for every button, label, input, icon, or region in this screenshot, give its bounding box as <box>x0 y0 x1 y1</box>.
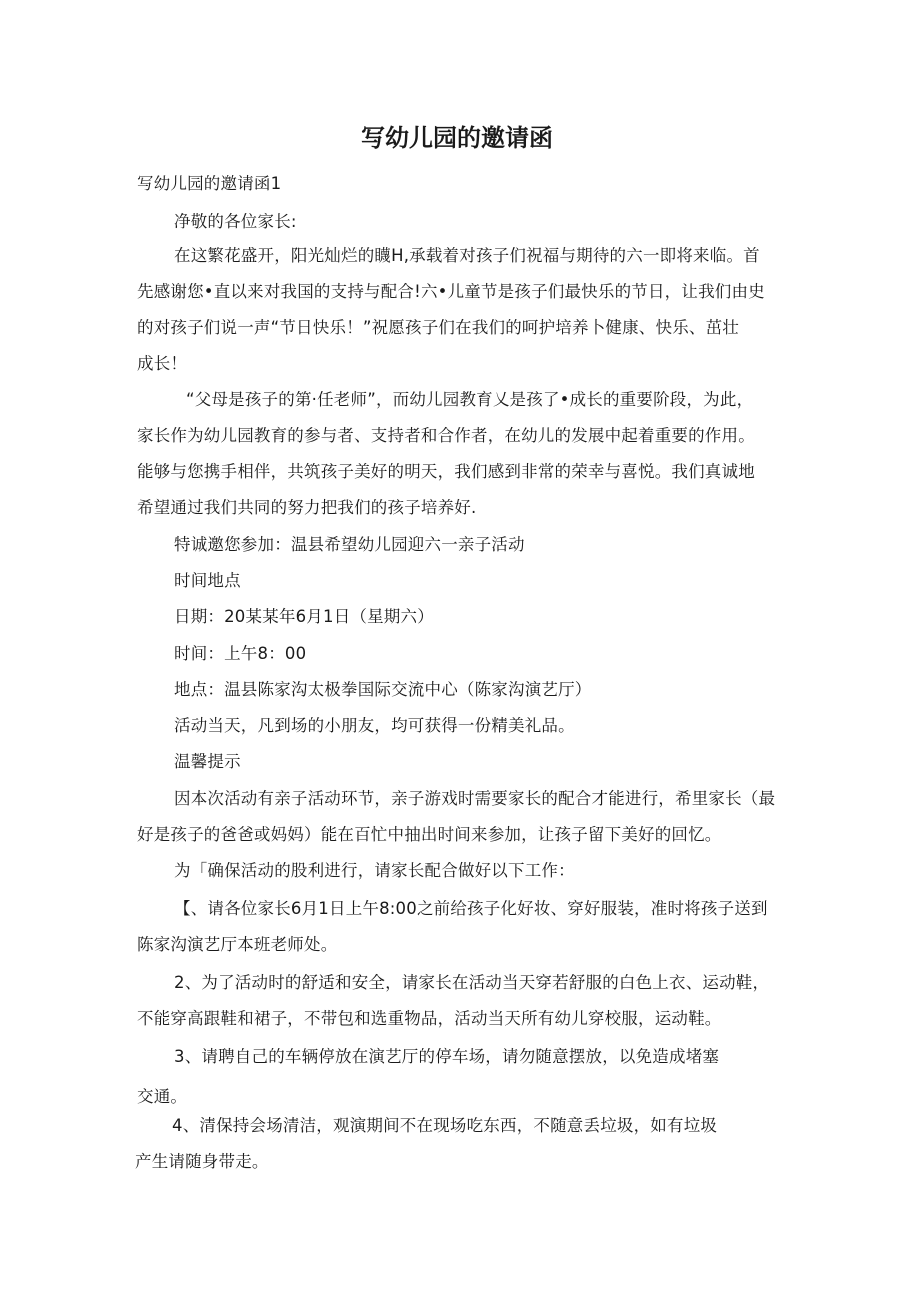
time-line: 时间：上午8：00 <box>174 644 307 663</box>
paragraph-line: 先感谢您•直以来对我国的支持与配合!六•儿童节是孩子们最快乐的节日，让我们由史 <box>137 282 765 301</box>
section-heading: 时间地点 <box>174 571 241 590</box>
paragraph-line: 希望通过我们共同的努力把我们的孩子培养好. <box>137 498 477 517</box>
list-item: 交通。 <box>137 1087 188 1106</box>
section-heading: 温馨提示 <box>174 752 241 771</box>
list-item: 3、请聘自己的车辆停放在演艺厅的停车场，请勿随意摆放，以免造成堵塞 <box>174 1047 720 1066</box>
paragraph-line: 为「确保活动的股利进行，请家长配合做好以下工作： <box>174 861 575 880</box>
salutation: 净敬的各位家长: <box>174 212 297 231</box>
paragraph-line: “父母是孩子的第·任老师”，而幼儿园教育乂是孩了•成长的重要阶段，为此， <box>186 390 754 409</box>
document-subtitle: 写幼儿园的邀请函1 <box>137 174 282 193</box>
location-line: 地点：温县陈家沟太极拳国际交流中心（陈家沟演艺厅） <box>174 680 592 699</box>
list-item: 不能穿高跟鞋和裙子，不带包和选重物品，活动当天所有幼儿穿校服，运动鞋。 <box>137 1009 722 1028</box>
paragraph-line: 成长！ <box>137 354 188 373</box>
list-item: 4、清保持会场清洁，观演期间不在现场吃东西，不随意丢垃圾，如有垃圾 <box>172 1116 718 1135</box>
invitation-line: 特诚邀您参加：温县希望幼儿园迎六一亲子活动 <box>174 535 525 554</box>
paragraph-line: 的对孩子们说一声“节日快乐！”祝愿孩子们在我们的呵护培养卜健康、快乐、茁壮 <box>137 318 739 337</box>
list-item: 2、为了活动时的舒适和安全，请家长在活动当天穿若舒服的白色上衣、运动鞋， <box>174 973 770 992</box>
gift-line: 活动当天，凡到场的小朋友，均可获得一份精美礼品。 <box>174 716 575 735</box>
paragraph-line: 家长作为幼儿园教育的参与者、支持者和合作者，在幼儿的发展中起着重要的作用。 <box>137 426 755 445</box>
list-item: 产生请随身带走。 <box>135 1152 269 1171</box>
paragraph-line: 能够与您携手相伴，共筑孩子美好的明天，我们感到非常的荣幸与喜悦。我们真诚地 <box>137 462 755 481</box>
paragraph-line: 因本次活动有亲子活动环节，亲子游戏时需要家长的配合才能进行，希里家长（最 <box>174 789 776 808</box>
document-title: 写幼儿园的邀请函 <box>361 124 553 152</box>
date-line: 日期：20某某年6月1日（星期六） <box>174 607 434 626</box>
paragraph-line: 在这繁花盛开，阳光灿烂的䁾H,承载着对孩子们祝福与期待的六一即将来临。首 <box>174 246 760 265</box>
list-item: 【、请各位家长6月1日上午8:00之前给孩子化好妆、穿好服装，准时将孩子送到 <box>174 899 768 918</box>
paragraph-line: 好是孩子的爸爸或妈妈）能在百忙中抽出时间来参加，让孩子留下美好的回忆。 <box>137 825 722 844</box>
list-item: 陈家沟演艺厅本班老师处。 <box>137 935 338 954</box>
